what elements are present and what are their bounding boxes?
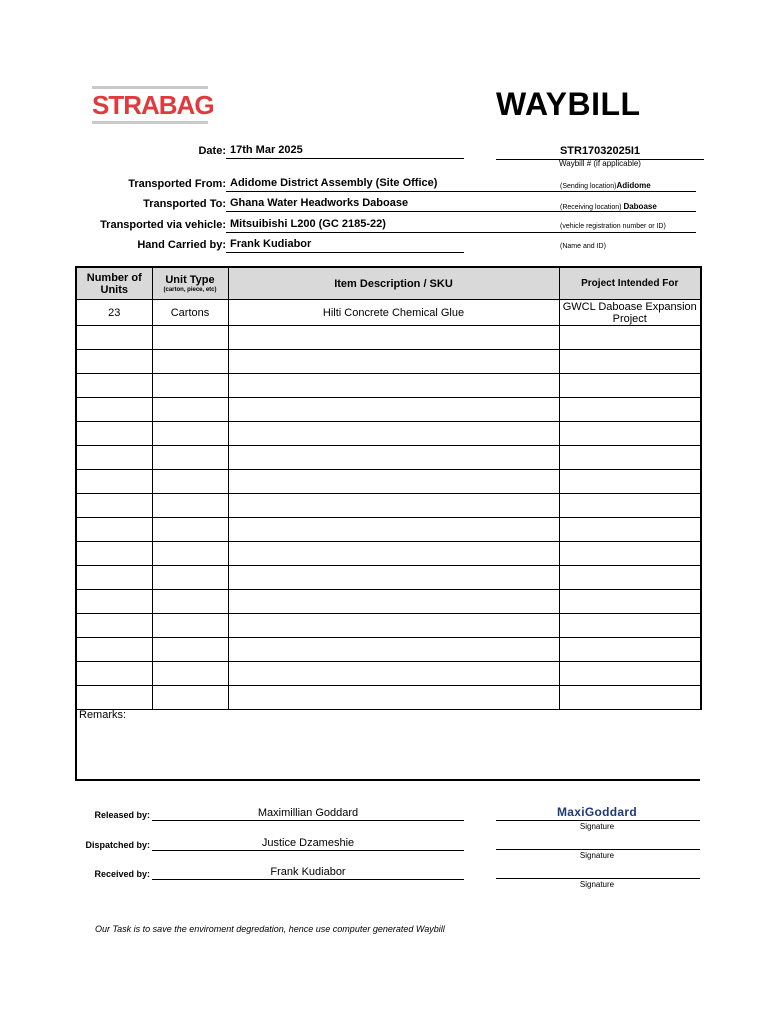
col-unit-type-label: Unit Type [165,273,215,286]
cell-unit-type[interactable] [152,638,228,662]
cell-description[interactable] [228,470,559,494]
cell-units[interactable] [76,590,152,614]
released-signature-line [496,820,700,821]
released-line [152,820,464,821]
waybill-number-caption: Waybill # (if applicable) [559,159,641,168]
cell-units[interactable] [76,638,152,662]
to-label: Transported To: [143,198,226,210]
dispatched-name[interactable]: Justice Dzameshie [261,837,355,849]
cell-project[interactable] [559,638,701,662]
cell-project[interactable] [559,374,701,398]
sending-location-label: (Sending location) [560,183,617,190]
cell-description[interactable] [228,686,559,710]
dispatched-line [152,850,464,851]
sending-location-value: Adidome [616,181,651,190]
remarks-label: Remarks: [79,709,127,721]
cell-description[interactable] [228,446,559,470]
table-row-empty [76,542,701,566]
table-row-empty [76,662,701,686]
cell-units[interactable] [76,446,152,470]
cell-description[interactable]: Hilti Concrete Chemical Glue [228,300,559,326]
cell-description[interactable] [228,614,559,638]
cell-description[interactable] [228,662,559,686]
cell-unit-type[interactable] [152,446,228,470]
remarks-box[interactable] [75,708,700,781]
table-row-empty [76,566,701,590]
cell-units[interactable] [76,422,152,446]
cell-units[interactable] [76,398,152,422]
receiving-location [560,202,657,211]
cell-description[interactable] [228,518,559,542]
received-signature-line [496,878,700,879]
col-number-of-units: Number of Units [76,267,152,300]
cell-units[interactable] [76,470,152,494]
cell-unit-type[interactable] [152,662,228,686]
cell-description[interactable] [228,422,559,446]
cell-project[interactable] [559,326,701,350]
received-name[interactable]: Frank Kudiabor [270,866,346,878]
cell-unit-type[interactable] [152,686,228,710]
cell-description[interactable] [228,350,559,374]
cell-project[interactable] [559,518,701,542]
cell-unit-type[interactable] [152,422,228,446]
cell-unit-type[interactable] [152,542,228,566]
cell-project[interactable] [559,662,701,686]
released-label: Released by: [94,810,150,820]
cell-project[interactable] [559,398,701,422]
cell-project[interactable] [559,350,701,374]
cell-units[interactable] [76,350,152,374]
receiving-location-value: Daboase [623,202,657,211]
cell-project[interactable] [559,446,701,470]
table-row-empty [76,470,701,494]
col-unit-type-sub: (carton, piece, etc) [163,286,217,293]
cell-unit-type[interactable] [152,518,228,542]
table-row-empty [76,398,701,422]
footer-note: Our Task is to save the enviroment degredation, hence use computer generated Waybill [95,924,445,934]
cell-units[interactable] [76,542,152,566]
from-label: Transported From: [128,178,226,190]
table-row-empty [76,518,701,542]
cell-units[interactable] [76,518,152,542]
waybill-number: STR17032025I1 [496,145,704,160]
cell-unit-type[interactable] [152,374,228,398]
receiving-location-label: (Receiving location) [560,204,622,211]
table-row-empty [76,686,701,710]
date-value: 17th Mar 2025 [226,144,464,159]
received-signature-caption: Signature [579,880,615,889]
vehicle-label: Transported via vehicle: [100,219,226,231]
cell-project[interactable] [559,566,701,590]
table-row-empty [76,446,701,470]
dispatched-signature-line [496,849,700,850]
cell-project[interactable] [559,542,701,566]
cell-unit-type[interactable] [152,470,228,494]
cell-unit-type[interactable] [152,614,228,638]
cell-unit-type[interactable] [152,326,228,350]
cell-unit-type[interactable] [152,350,228,374]
released-signature: MaxiGoddard [557,805,637,819]
dispatched-label: Dispatched by: [85,840,150,850]
received-label: Received by: [94,869,150,879]
cell-project[interactable] [559,590,701,614]
to-value: Ghana Water Headworks Daboase [226,197,696,212]
cell-unit-type[interactable] [152,398,228,422]
cell-description[interactable] [228,494,559,518]
table-row-empty [76,638,701,662]
vehicle-hint: (vehicle registration number or ID) [560,223,666,230]
cell-units[interactable] [76,662,152,686]
table-row-empty [76,494,701,518]
cell-project[interactable] [559,686,701,710]
cell-units[interactable] [76,614,152,638]
cell-project[interactable] [559,422,701,446]
cell-description[interactable] [228,566,559,590]
table-row-empty [76,374,701,398]
cell-project[interactable] [559,614,701,638]
cell-unit-type[interactable]: Cartons [152,300,228,326]
sending-location [560,181,651,190]
cell-units[interactable] [76,494,152,518]
cell-project[interactable]: GWCL Daboase Expansion Project [559,300,701,326]
cell-project[interactable] [559,470,701,494]
col-project: Project Intended For [559,267,701,300]
cell-unit-type[interactable] [152,494,228,518]
cell-description[interactable] [228,326,559,350]
cell-description[interactable] [228,542,559,566]
cell-units[interactable] [76,374,152,398]
table-row-empty [76,614,701,638]
items-table [75,266,702,710]
table-row-empty [76,326,701,350]
cell-project[interactable] [559,494,701,518]
cell-description[interactable] [228,374,559,398]
cell-units[interactable]: 23 [76,300,152,326]
carried-value: Frank Kudiabor [226,238,464,253]
cell-units[interactable] [76,566,152,590]
cell-description[interactable] [228,638,559,662]
table-row-empty [76,422,701,446]
document-title: WAYBILL [496,86,641,122]
table-header-row [76,267,701,300]
table-row [76,300,701,326]
date-label: Date: [198,145,226,157]
cell-description[interactable] [228,398,559,422]
strabag-logo [92,86,214,124]
cell-units[interactable] [76,326,152,350]
released-signature-caption: Signature [579,822,615,831]
from-value: Adidome District Assembly (Site Office) [226,177,696,192]
carried-hint: (Name and ID) [560,243,606,250]
cell-unit-type[interactable] [152,590,228,614]
logo-text: STRABAG [92,90,214,120]
cell-unit-type[interactable] [152,566,228,590]
col-unit-type [152,267,228,300]
table-row-empty [76,590,701,614]
dispatched-signature-caption: Signature [579,851,615,860]
col-item-description: Item Description / SKU [228,267,559,300]
carried-label: Hand Carried by: [137,239,226,251]
cell-description[interactable] [228,590,559,614]
received-line [152,879,464,880]
cell-units[interactable] [76,686,152,710]
table-row-empty [76,350,701,374]
released-name[interactable]: Maximillian Goddard [257,807,359,819]
vehicle-value: Mitsuibishi L200 (GC 2185-22) [226,218,696,233]
